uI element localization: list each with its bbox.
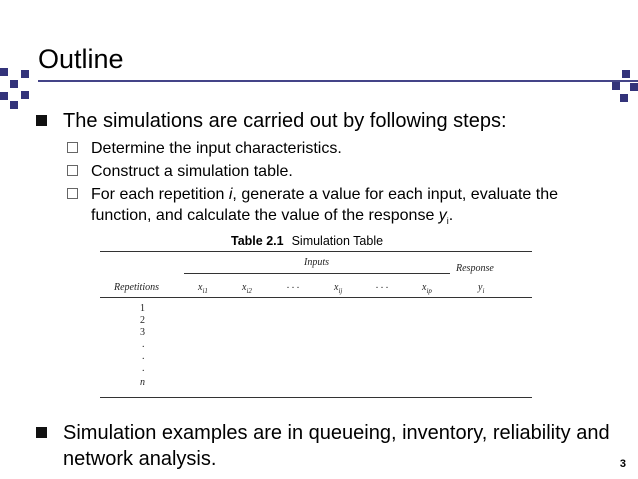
header-bottom-rule — [100, 297, 532, 298]
table-bottom-rule — [100, 397, 532, 398]
hollow-square-bullet-icon — [67, 142, 78, 153]
column-header-x-i1: $x_{i1}$ — [198, 282, 208, 295]
decor-square-7 — [622, 70, 630, 78]
column-header-x-ij: $x_{ij}$ — [334, 282, 343, 295]
table-caption-title: Simulation Table — [291, 234, 384, 248]
bullet-item — [36, 420, 626, 472]
hollow-square-bullet-icon — [67, 165, 78, 176]
table-row-label: . — [142, 339, 145, 350]
square-bullet-icon — [36, 427, 47, 438]
square-bullet-icon — [36, 115, 47, 126]
sub-bullet-text: For each repetition i, generate a value for each input, evaluate the function, and calculate the value of the response $y_i$. — [91, 186, 558, 227]
table-top-rule — [100, 251, 532, 252]
decor-square-4 — [0, 92, 8, 100]
column-header-ellipsis-2: . . . — [376, 280, 389, 291]
decor-square-1 — [0, 68, 8, 76]
group-header-response: Response — [456, 263, 494, 274]
sub-bullet-item — [67, 161, 587, 182]
table-row-label: . — [142, 351, 145, 362]
table-caption-number: Table 2.1 — [231, 234, 284, 248]
hollow-square-bullet-icon — [67, 188, 78, 199]
table-caption — [231, 234, 383, 248]
table-row-label: . — [142, 363, 145, 374]
decor-square-8 — [612, 82, 620, 90]
sub-bullet-text: Construct a simulation table. — [91, 163, 293, 180]
page-number: 3 — [619, 458, 626, 470]
sub-bullet-text: Determine the input characteristics. — [91, 140, 342, 157]
bullet-text: The simulations are carried out by following steps: — [63, 110, 507, 132]
bullet-item — [36, 108, 626, 134]
title-divider — [38, 80, 638, 82]
table-row-label: 3 — [140, 327, 145, 338]
table-row-label: 2 — [140, 315, 145, 326]
decor-square-6 — [10, 101, 18, 109]
simulation-table — [100, 251, 532, 399]
sub-bullet-item — [67, 138, 587, 159]
column-header-response-y: $y_i$ — [478, 282, 485, 295]
sub-bullet-item — [67, 184, 587, 232]
table-row-label: 1 — [140, 303, 145, 314]
decor-square-3 — [21, 70, 29, 78]
column-header-x-ip: $x_{ip}$ — [422, 282, 432, 295]
column-header-x-i2: $x_{i2}$ — [242, 282, 252, 295]
column-header-ellipsis-1: . . . — [287, 280, 300, 291]
group-header-inputs: Inputs — [304, 257, 329, 268]
decor-square-10 — [620, 94, 628, 102]
bullet-text: Simulation examples are in queueing, inventory, reliability and network analysis. — [63, 422, 610, 470]
slide-title: Outline — [38, 44, 124, 74]
table-row-label: n — [140, 377, 145, 388]
decor-square-2 — [10, 80, 18, 88]
decor-square-9 — [630, 83, 638, 91]
inputs-group-rule — [184, 273, 450, 274]
decor-square-5 — [21, 91, 29, 99]
column-header-repetitions: Repetitions — [114, 282, 159, 293]
